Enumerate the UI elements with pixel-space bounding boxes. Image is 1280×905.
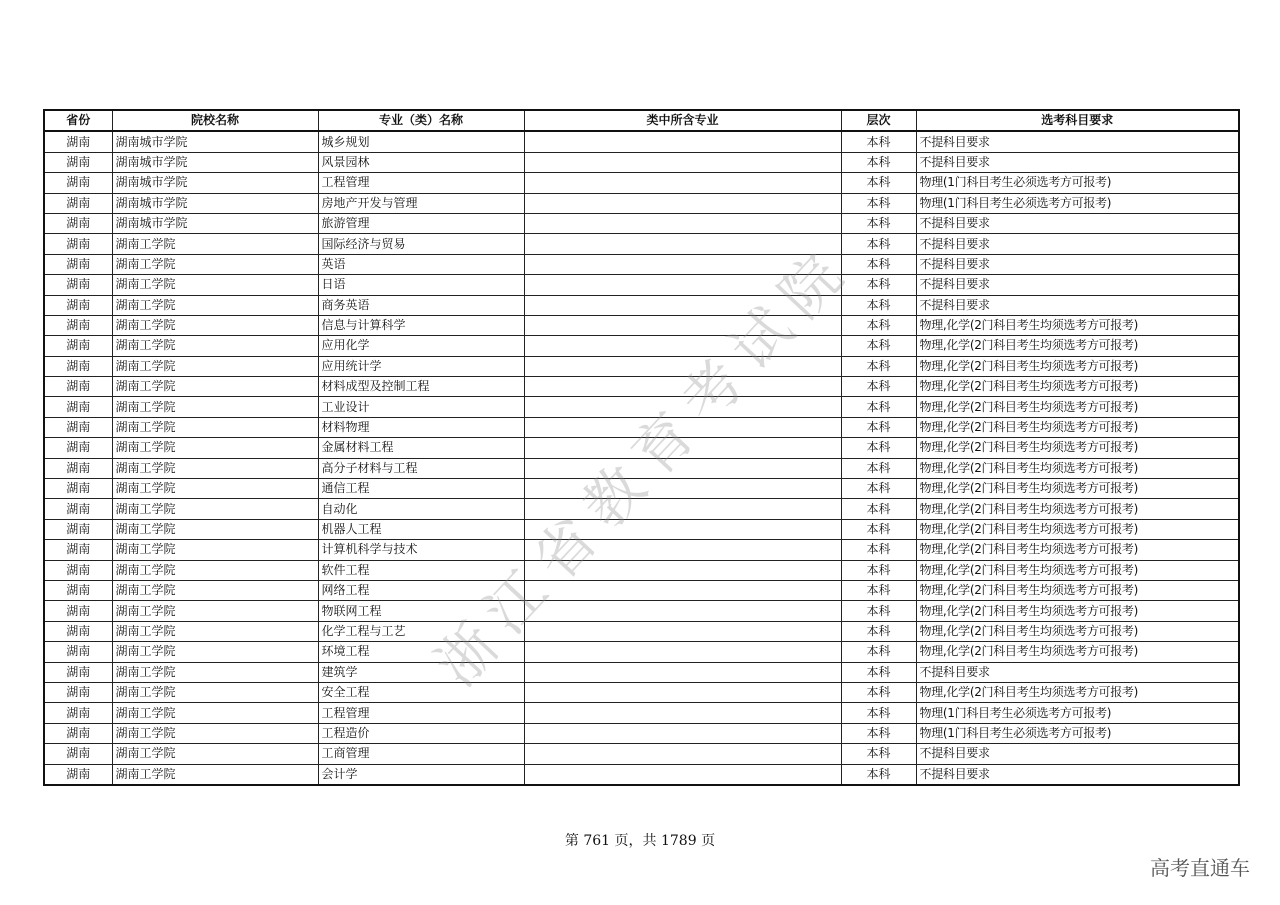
table-row <box>44 601 1239 621</box>
cell-school: 湖南工学院 <box>112 601 318 621</box>
cell-requirement: 物理,化学(2门科目考生均须选考方可报考) <box>916 336 1239 356</box>
cell-requirement: 物理,化学(2门科目考生均须选考方可报考) <box>916 580 1239 600</box>
cell-major: 安全工程 <box>318 682 524 702</box>
cell-major: 房地产开发与管理 <box>318 193 524 213</box>
cell-included-majors <box>524 417 841 437</box>
cell-requirement: 不提科目要求 <box>916 744 1239 764</box>
table-row <box>44 438 1239 458</box>
cell-level: 本科 <box>841 479 916 499</box>
cell-level: 本科 <box>841 621 916 641</box>
cell-requirement: 物理,化学(2门科目考生均须选考方可报考) <box>916 438 1239 458</box>
cell-requirement: 不提科目要求 <box>916 254 1239 274</box>
table-row <box>44 315 1239 335</box>
table-row <box>44 479 1239 499</box>
cell-requirement: 物理,化学(2门科目考生均须选考方可报考) <box>916 642 1239 662</box>
cell-level: 本科 <box>841 295 916 315</box>
cell-province: 湖南 <box>44 315 112 335</box>
table-row <box>44 336 1239 356</box>
cell-major: 旅游管理 <box>318 213 524 233</box>
cell-school: 湖南工学院 <box>112 662 318 682</box>
cell-included-majors <box>524 193 841 213</box>
cell-school: 湖南工学院 <box>112 580 318 600</box>
cell-level: 本科 <box>841 682 916 702</box>
table-row <box>44 356 1239 376</box>
cell-requirement: 物理,化学(2门科目考生均须选考方可报考) <box>916 540 1239 560</box>
cell-province: 湖南 <box>44 173 112 193</box>
cell-province: 湖南 <box>44 275 112 295</box>
cell-school: 湖南工学院 <box>112 356 318 376</box>
cell-major: 材料物理 <box>318 417 524 437</box>
cell-school: 湖南城市学院 <box>112 193 318 213</box>
cell-school: 湖南工学院 <box>112 315 318 335</box>
cell-major: 工程管理 <box>318 173 524 193</box>
cell-requirement: 物理(1门科目考生必须选考方可报考) <box>916 703 1239 723</box>
cell-province: 湖南 <box>44 417 112 437</box>
cell-major: 商务英语 <box>318 295 524 315</box>
brand-logo-text: 高考直通车 <box>1150 856 1250 880</box>
cell-major: 高分子材料与工程 <box>318 458 524 478</box>
cell-major: 工商管理 <box>318 744 524 764</box>
cell-school: 湖南工学院 <box>112 723 318 743</box>
cell-requirement: 不提科目要求 <box>916 152 1239 172</box>
cell-requirement: 不提科目要求 <box>916 662 1239 682</box>
cell-included-majors <box>524 580 841 600</box>
cell-major: 通信工程 <box>318 479 524 499</box>
cell-major: 自动化 <box>318 499 524 519</box>
cell-school: 湖南工学院 <box>112 642 318 662</box>
cell-level: 本科 <box>841 193 916 213</box>
cell-included-majors <box>524 662 841 682</box>
cell-requirement: 不提科目要求 <box>916 213 1239 233</box>
cell-included-majors <box>524 764 841 785</box>
table-row <box>44 519 1239 539</box>
table-row <box>44 295 1239 315</box>
table-row <box>44 377 1239 397</box>
table-row <box>44 254 1239 274</box>
cell-province: 湖南 <box>44 642 112 662</box>
cell-included-majors <box>524 131 841 152</box>
cell-requirement: 不提科目要求 <box>916 275 1239 295</box>
cell-level: 本科 <box>841 234 916 254</box>
cell-major: 应用统计学 <box>318 356 524 376</box>
cell-province: 湖南 <box>44 682 112 702</box>
cell-requirement: 不提科目要求 <box>916 764 1239 785</box>
cell-included-majors <box>524 479 841 499</box>
cell-province: 湖南 <box>44 744 112 764</box>
cell-included-majors <box>524 254 841 274</box>
cell-requirement: 物理,化学(2门科目考生均须选考方可报考) <box>916 601 1239 621</box>
cell-included-majors <box>524 621 841 641</box>
page-footer: 第 761 页，共 1789 页 <box>564 833 716 849</box>
cell-major: 建筑学 <box>318 662 524 682</box>
cell-school: 湖南城市学院 <box>112 131 318 152</box>
table-row <box>44 642 1239 662</box>
cell-major: 风景园林 <box>318 152 524 172</box>
cell-included-majors <box>524 540 841 560</box>
cell-school: 湖南工学院 <box>112 703 318 723</box>
cell-province: 湖南 <box>44 193 112 213</box>
cell-requirement: 物理,化学(2门科目考生均须选考方可报考) <box>916 356 1239 376</box>
cell-included-majors <box>524 377 841 397</box>
table-row <box>44 234 1239 254</box>
cell-requirement: 物理,化学(2门科目考生均须选考方可报考) <box>916 458 1239 478</box>
cell-included-majors <box>524 173 841 193</box>
cell-level: 本科 <box>841 540 916 560</box>
cell-included-majors <box>524 438 841 458</box>
table-row <box>44 723 1239 743</box>
cell-requirement: 物理,化学(2门科目考生均须选考方可报考) <box>916 397 1239 417</box>
cell-school: 湖南工学院 <box>112 621 318 641</box>
cell-level: 本科 <box>841 703 916 723</box>
cell-level: 本科 <box>841 580 916 600</box>
table-row <box>44 703 1239 723</box>
cell-major: 工程管理 <box>318 703 524 723</box>
cell-major: 工程造价 <box>318 723 524 743</box>
admission-table-container <box>43 109 1238 786</box>
cell-school: 湖南工学院 <box>112 682 318 702</box>
cell-included-majors <box>524 744 841 764</box>
cell-requirement: 物理,化学(2门科目考生均须选考方可报考) <box>916 621 1239 641</box>
cell-requirement: 不提科目要求 <box>916 131 1239 152</box>
cell-level: 本科 <box>841 131 916 152</box>
cell-included-majors <box>524 560 841 580</box>
cell-level: 本科 <box>841 213 916 233</box>
cell-major: 城乡规划 <box>318 131 524 152</box>
cell-school: 湖南工学院 <box>112 438 318 458</box>
cell-level: 本科 <box>841 642 916 662</box>
cell-province: 湖南 <box>44 560 112 580</box>
cell-level: 本科 <box>841 417 916 437</box>
cell-province: 湖南 <box>44 540 112 560</box>
cell-level: 本科 <box>841 764 916 785</box>
cell-school: 湖南工学院 <box>112 417 318 437</box>
cell-requirement: 物理,化学(2门科目考生均须选考方可报考) <box>916 377 1239 397</box>
cell-province: 湖南 <box>44 764 112 785</box>
cell-included-majors <box>524 703 841 723</box>
table-row <box>44 682 1239 702</box>
cell-major: 网络工程 <box>318 580 524 600</box>
cell-major: 机器人工程 <box>318 519 524 539</box>
cell-province: 湖南 <box>44 295 112 315</box>
cell-province: 湖南 <box>44 458 112 478</box>
cell-level: 本科 <box>841 254 916 274</box>
cell-included-majors <box>524 499 841 519</box>
cell-major: 材料成型及控制工程 <box>318 377 524 397</box>
cell-requirement: 物理(1门科目考生必须选考方可报考) <box>916 723 1239 743</box>
table-row <box>44 193 1239 213</box>
cell-province: 湖南 <box>44 131 112 152</box>
cell-included-majors <box>524 519 841 539</box>
cell-province: 湖南 <box>44 621 112 641</box>
cell-included-majors <box>524 642 841 662</box>
cell-level: 本科 <box>841 152 916 172</box>
cell-included-majors <box>524 356 841 376</box>
cell-province: 湖南 <box>44 580 112 600</box>
cell-province: 湖南 <box>44 152 112 172</box>
cell-school: 湖南工学院 <box>112 764 318 785</box>
cell-level: 本科 <box>841 336 916 356</box>
cell-level: 本科 <box>841 519 916 539</box>
table-row <box>44 152 1239 172</box>
cell-level: 本科 <box>841 499 916 519</box>
cell-level: 本科 <box>841 723 916 743</box>
table-row <box>44 560 1239 580</box>
cell-school: 湖南工学院 <box>112 499 318 519</box>
cell-requirement: 物理,化学(2门科目考生均须选考方可报考) <box>916 479 1239 499</box>
cell-included-majors <box>524 295 841 315</box>
cell-school: 湖南工学院 <box>112 744 318 764</box>
cell-included-majors <box>524 275 841 295</box>
table-row <box>44 499 1239 519</box>
cell-province: 湖南 <box>44 601 112 621</box>
cell-province: 湖南 <box>44 438 112 458</box>
cell-province: 湖南 <box>44 479 112 499</box>
cell-major: 会计学 <box>318 764 524 785</box>
table-row <box>44 621 1239 641</box>
cell-province: 湖南 <box>44 723 112 743</box>
cell-level: 本科 <box>841 601 916 621</box>
cell-province: 湖南 <box>44 662 112 682</box>
cell-level: 本科 <box>841 397 916 417</box>
cell-level: 本科 <box>841 173 916 193</box>
cell-school: 湖南工学院 <box>112 540 318 560</box>
cell-major: 软件工程 <box>318 560 524 580</box>
cell-school: 湖南城市学院 <box>112 173 318 193</box>
cell-requirement: 物理,化学(2门科目考生均须选考方可报考) <box>916 682 1239 702</box>
cell-level: 本科 <box>841 458 916 478</box>
cell-province: 湖南 <box>44 703 112 723</box>
cell-school: 湖南工学院 <box>112 234 318 254</box>
table-row <box>44 397 1239 417</box>
header-school: 院校名称 <box>112 110 318 131</box>
cell-school: 湖南城市学院 <box>112 213 318 233</box>
cell-requirement: 不提科目要求 <box>916 295 1239 315</box>
cell-included-majors <box>524 601 841 621</box>
cell-province: 湖南 <box>44 397 112 417</box>
cell-major: 日语 <box>318 275 524 295</box>
cell-level: 本科 <box>841 377 916 397</box>
cell-province: 湖南 <box>44 336 112 356</box>
cell-included-majors <box>524 213 841 233</box>
cell-major: 英语 <box>318 254 524 274</box>
cell-major: 信息与计算科学 <box>318 315 524 335</box>
cell-province: 湖南 <box>44 377 112 397</box>
cell-level: 本科 <box>841 744 916 764</box>
cell-requirement: 物理,化学(2门科目考生均须选考方可报考) <box>916 315 1239 335</box>
cell-included-majors <box>524 397 841 417</box>
cell-major: 金属材料工程 <box>318 438 524 458</box>
cell-school: 湖南工学院 <box>112 275 318 295</box>
cell-school: 湖南工学院 <box>112 377 318 397</box>
header-included-majors: 类中所含专业 <box>524 110 841 131</box>
header-row <box>44 110 1239 131</box>
table-row <box>44 173 1239 193</box>
cell-province: 湖南 <box>44 254 112 274</box>
cell-school: 湖南工学院 <box>112 479 318 499</box>
cell-major: 工业设计 <box>318 397 524 417</box>
cell-included-majors <box>524 682 841 702</box>
header-level: 层次 <box>841 110 916 131</box>
cell-level: 本科 <box>841 275 916 295</box>
table-body <box>44 131 1239 785</box>
cell-school: 湖南工学院 <box>112 560 318 580</box>
cell-requirement: 物理,化学(2门科目考生均须选考方可报考) <box>916 499 1239 519</box>
cell-requirement: 物理,化学(2门科目考生均须选考方可报考) <box>916 519 1239 539</box>
cell-province: 湖南 <box>44 499 112 519</box>
watermark: 浙江省教育考试院 <box>422 231 865 700</box>
table-row <box>44 540 1239 560</box>
header-requirement: 选考科目要求 <box>916 110 1239 131</box>
cell-level: 本科 <box>841 356 916 376</box>
header-major: 专业（类）名称 <box>318 110 524 131</box>
cell-level: 本科 <box>841 315 916 335</box>
table-row <box>44 213 1239 233</box>
cell-requirement: 物理(1门科目考生必须选考方可报考) <box>916 193 1239 213</box>
header-province: 省份 <box>44 110 112 131</box>
cell-school: 湖南城市学院 <box>112 152 318 172</box>
table-row <box>44 744 1239 764</box>
cell-included-majors <box>524 458 841 478</box>
cell-school: 湖南工学院 <box>112 519 318 539</box>
cell-requirement: 物理(1门科目考生必须选考方可报考) <box>916 173 1239 193</box>
cell-major: 计算机科学与技术 <box>318 540 524 560</box>
cell-included-majors <box>524 234 841 254</box>
cell-included-majors <box>524 152 841 172</box>
cell-school: 湖南工学院 <box>112 458 318 478</box>
table-header <box>44 110 1239 131</box>
table-row <box>44 580 1239 600</box>
table-row <box>44 764 1239 785</box>
cell-major: 环境工程 <box>318 642 524 662</box>
cell-requirement: 物理,化学(2门科目考生均须选考方可报考) <box>916 560 1239 580</box>
cell-included-majors <box>524 315 841 335</box>
table-row <box>44 131 1239 152</box>
cell-requirement: 物理,化学(2门科目考生均须选考方可报考) <box>916 417 1239 437</box>
cell-level: 本科 <box>841 438 916 458</box>
table-row <box>44 275 1239 295</box>
cell-major: 应用化学 <box>318 336 524 356</box>
table-row <box>44 458 1239 478</box>
cell-province: 湖南 <box>44 356 112 376</box>
cell-major: 物联网工程 <box>318 601 524 621</box>
cell-province: 湖南 <box>44 234 112 254</box>
cell-major: 化学工程与工艺 <box>318 621 524 641</box>
cell-province: 湖南 <box>44 519 112 539</box>
cell-requirement: 不提科目要求 <box>916 234 1239 254</box>
cell-school: 湖南工学院 <box>112 295 318 315</box>
cell-included-majors <box>524 336 841 356</box>
cell-included-majors <box>524 723 841 743</box>
cell-school: 湖南工学院 <box>112 254 318 274</box>
table-row <box>44 417 1239 437</box>
cell-major: 国际经济与贸易 <box>318 234 524 254</box>
admission-requirements-table <box>43 109 1240 786</box>
cell-level: 本科 <box>841 560 916 580</box>
table-row <box>44 662 1239 682</box>
cell-school: 湖南工学院 <box>112 397 318 417</box>
cell-school: 湖南工学院 <box>112 336 318 356</box>
cell-province: 湖南 <box>44 213 112 233</box>
cell-level: 本科 <box>841 662 916 682</box>
